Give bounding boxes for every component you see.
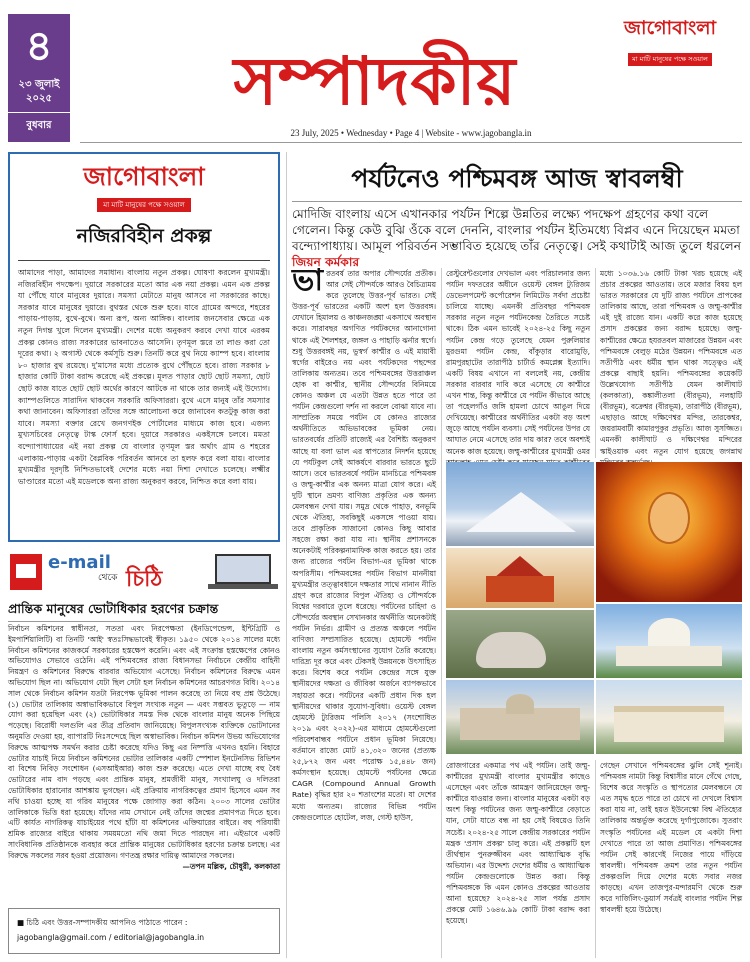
editorial-tagline: মা মাটি মানুষের পক্ষে সওয়াল bbox=[97, 198, 191, 212]
column-3-text: মধ্যে ১০৩৬.১৬ কোটি টাকা খরচ হয়েছে এই প্রচার প্রকল্পের আওতায়। তবে মজার বিষয় হল ভারত সরকারের যে দুটি রাজ্য পর্যটনে প্রাপকের তালিকায় আছে, তারা পশ্চিমবঙ্গ ও জম্মু-কাশ্মীর এই দুই রাজ্যে যান। একটি করে কাজ হয়েছে প্রসাদ প্রকল্পের জন্য বরাদ্দ হয়েছে। জম্মু-কাশ্মীরের ক্ষেত্রে হযরতবল মাজারের উন্নয়ন এবং পশ্চিমবঙ্গে বেলুড় মঠের উন্নয়ন। পশ্চিমবঙ্গে এত সতীপীঠ এবং ধর্মীয় স্থান থাকা সত্ত্বেও এই প্রকল্পে বাছাই হয়নি। পশ্চিমবঙ্গের কয়েকটি উল্লেখযোগ্য সতীপীঠ যেমন কালীঘাট (কলকাতা), কঙ্কালীতলা (বীরভূম), নলহাটি (বীরভূম), বক্রেশ্বর (বীরভূম), তারাপীঠ (বীরভূম), এছাড়াও আছে দক্ষিণেশ্বর মন্দির, তারকেশ্বর, জয়রামবাটী কামারপুকুর প্রভৃতি। আজ সুসজ্জিত। এমনকী কালীঘাট ও দক্ষিণেশ্বর মন্দিরের স্কাইওয়াক এবং নতুন যোগ হয়েছে জগন্নাথ bbox=[600, 269, 742, 456]
photo-memorial-building bbox=[596, 604, 742, 678]
masthead-title: সম্পাদকীয় bbox=[233, 43, 517, 120]
brand-tagline: মা মাটি মানুষের পক্ষে সওয়াল bbox=[628, 53, 712, 66]
header-divider bbox=[80, 142, 742, 143]
letter-text: নির্বাচন কমিশনের স্বাধীনতা, সততা এবং নিরপেক্ষতা (ইনডিপেন্ডেন্স, ইন্টিগ্রিটি ও ইমপার্শিয়ালিটি) বা তিনটি 'আই' স্বতঃসিদ্ধভাবেই স্বীকৃত। ১৯৫০ থেকে ২০১৪ সালের মধ্যে নির্বাচন কমিশনের কাজকর্মে সরকারের হস্তক্ষেপ করেনি। এবং এই সংক্রান্ত হস্তক্ষেপের কোনও অভিযোগও সেভাবে ওঠেনি। এই পশ্চিমবঙ্গের রাজ্য বিধানসভা নির্বাচনে কেন্দ্রীয় বাহিনী নিয়ন্ত্রণ ও কমিশনের বিরুদ্ধে বারবার অভিযোগ এসেছে। নির্বাচন কমিশনের বিরুদ্ধে এমন অভিযোগ ছিল না। অভিযোগ যেটা ছিল সেটা হল নির্বাচন কমিশনের আচরণগত বিধি। ২০১৪ সাল থেকে নির্বাচন কমিশন যতটা নিরপেক্ষ ভূমিকা পালন করেছে তা নিয়ে বহু প্রশ্ন উঠেছে। (১) ভোটার তালিকায় অস্বাভাবিকভাবে বিপুল সংখ্যক নতুন — এবং সম্ভবত ভুতুড়ে — নাম যোগ করা হয়েছিল এবং (২) ভোটাধিকার সমস্ত দিক থেকে বাংলার মানুষ অনেক পিছিয়ে পড়েছে। বিরোধী দলগুলি এর তীব্র প্রতিবাদ জানিয়েছে। বিপুলসংখ্যক ব্যক্তিকে ভোটদানের অনুমতি দেওয়া হয়, ব্যাপারটি নিঃসন্দেহে ছিল অস্বাভাবিক। নির্বাচন কমিশন উভয় অভিযোগের বিরুদ্ধে আত্মপক্ষ সমর্থন করার চেষ্টা করেছে যদিও কিছু এর নিষ্পত্তি এখনও হয়নি। বিহারে ভোটার যাচাই নিয়ে নির্বাচন কমিশনের ভোটার তালিকার একটি স্পেশাল ইনটেনসিভ রিভিশন বা বিশেষ নিবিড় সংশোধন (এসআইআর) কাজ শুরু করেছে। এতে দেখা যাচ্ছে বহু বৈধ ভোটারের নাম বাদ পড়ছে এবং প্রান্তিক মানুষ, শ্রমজীবী মানুষ, সংখ্যালঘু ও দলিতরা ভোটাধিকার হারানোর আশঙ্কায় ভুগছেন। এই প্রক্রিয়ায় নাগরিকত্বের প্রমাণ হিসেবে এমন সব নথি চাওয়া হচ্ছে যা গরিব মানুষের পক্ষে জোগাড় করা কঠিন। ২০০৩ সালের ভোটার তালিকাকে ভিত্তি ধরা হয়েছে। যাঁদের নাম সেখানে নেই তাঁদের জন্মের প্রমাণপত্র দিতে হবে। এটি কার্যত নাগরিকত্ব যাচাইয়ের পথে হাঁটা যা কমিশনের এক্তিয়ারের বাইরে। বহু পরিযায়ী শ্রমিক রাজ্যের বাইরে থাকায় সময়মতো নথি জমা দিতে পারছেন না। এইভাবে একটি সাংবিধানিক প্রতিষ্ঠানকে ব্যবহার করে প্রান্তিক মানুষের ভোটাধিকার হরণের চক্রান্ত চলছে। এর বিরুদ্ধে সকলের সরব হওয়া প্রয়োজন। গণতন্ত্র রক্ষার দায়িত্ব আমাদের সকলের। bbox=[8, 624, 280, 860]
letter-body bbox=[8, 624, 280, 872]
page-number: ৪ bbox=[25, 21, 53, 70]
column-5-text: গেছেন সেখানে পশ্চিমবঙ্গের ঝুলি সেই শূন্যই। পশ্চিমবঙ্গ নামটা কিন্তু বিশ্বাসীর মানে গেঁথে গেছে, বিশেষ করে সংস্কৃতি ও স্থাপত্যের মেলবন্ধনে যে এত সমৃদ্ধ হতে পারে তা চোখে না দেখলে বিশ্বাস করা যায় না, তাই হয়ত ইউনেস্কো বিশ্ব ঐতিহ্যের তালিকায় অন্তর্ভুক্ত করেছে দুর্গাপুজোকে। সুতরাং সংস্কৃতি পর্যটনের এই মডেল যে একটা দিশা দেখাতে পারে তা আজ প্রমাণিত। পশ্চিমবঙ্গের পর্যটন সেই কারণেই নিজের পায়ে দাঁড়িয়ে স্বাবলম্বী। পশ্চিমবঙ্গ ক্রমশ তার নতুন পর্যটন প্রকল্পগুলি দিয়ে দেশের মধ্যে সবার নজর কাড়ছে। এখন তাজপুর-মন্দারমণি থেকে শুরু করে দার্জিলিং-ডুয়ার্স সর্বত্রই বাংলার পর্যটন শিল্প স্বাবলম্বী হয়ে উঠেছে। bbox=[600, 761, 742, 915]
mailbox-icon bbox=[10, 554, 42, 590]
tourism-photo-collage bbox=[446, 462, 742, 754]
banner-email-word: e-mail bbox=[48, 552, 111, 573]
contact-emails[interactable]: jagobangla@gmail.com / editorial@jagobangla.in bbox=[17, 933, 205, 942]
dateline: 23 July, 2025 • Wednesday • Page 4 | Website - www.jagobangla.in bbox=[290, 128, 532, 138]
banner-from-word: থেকে bbox=[98, 573, 118, 583]
standfirst-text: মোদিজি বাংলায় এসে এখানকার পর্যটন শিল্পে উন্নতির লক্ষ্যে পদক্ষেপ গ্রহণের কথা বলে গেলেন। কিন্তু কেউ বুঝি ওঁকে বলে দেননি, বাংলার পর্যটন ইতিমধ্যে বিপ্লব এনে দিয়েছেন মমতা বন্দ্যোপাধ্যায়। আমূল পরিবর্তন সম্ভাবিত হয়েছে তাঁর নেতৃত্বে। সেই কথাটাই আজ তুলে ধরলেন bbox=[292, 207, 742, 253]
photo-pagoda-temple bbox=[446, 548, 594, 608]
column-4-text: রোজগারের একমাত্র পথ এই পর্যটন। তাই জম্মু-কাশ্মীরের মুখ্যমন্ত্রী বাংলার মুখ্যমন্ত্রীর কাছেও এসেছেন এবং তাঁকে আমন্ত্রণ জানিয়েছেন জম্মু-কাশ্মীরে যাওয়ার জন্য। বাংলার মানুষের একটা বড় অংশ কিন্তু পর্যটনের জন্য জম্মু-কাশ্মীরে বেড়াতে যান, সেটা যাতে বন্ধ না হয় সেই বিষয়েও তিনি সচেষ্ট। ২০২৪-২৫ সালে কেন্দ্রীয় সরকারের পর্যটন মন্ত্রক 'প্রসাদ প্রকল্প' চালু করে। এই প্রকল্পটি হল তীর্থস্থান পুনরুজ্জীবন এবং আধ্যাত্মিক বৃদ্ধি অভিযান। এর উদ্দেশ্য দেশের ধর্মীয় ও আধ্যাত্মিক পর্যটন কেন্দ্রগুলোকে উন্নত করা। কিন্তু পশ্চিমবঙ্গকে কি এমন কোনও প্রকল্পের আওতায় আনা হয়েছে? ২০২৪-২৫ সাল পর্যন্ত প্রসাদ প্রকল্পে মোট ১৬৪৬.৯৯ কোটি টাকা বরাদ্দ করা হয়েছে। bbox=[446, 761, 590, 926]
laptop-icon bbox=[208, 554, 278, 592]
photo-snow-mountain bbox=[446, 462, 594, 546]
contact-note: ■ চিঠি এবং উত্তর-সম্পাদকীয় আপনিও পাঠাতে পারেন : bbox=[17, 918, 188, 927]
column-divider bbox=[595, 268, 596, 458]
editorial-body: আমাদের পাড়া, আমাদের সমাধান। বাংলায় নতুন প্রকল্প। ঘোষণা করলেন মুখ্যমন্ত্রী। নজিরবিহীন পদক্ষেপ। দুয়ারে সরকারের মতো আর এক নয়া প্রকল্প। এমন এক প্রকল্প যা পৌঁছে যাবে মানুষের দুয়ারে। সমস্যা মেটাতে মানুষ আসবে না সরকারের কাছে। সরকার যাবে মানুষের দুয়ারে। বুথস্তর থেকে শুরু হবে। যাবে গ্রামের অন্দরে, শহরের পাড়ায়-পাড়ায়, বুথে-বুথে। অন্য রূপ, অন্য আঙ্গিক। বাংলায় জনসেবার ক্ষেত্রে এক নতুন দিগন্ত খুলে দিলেন মুখ্যমন্ত্রী। দেশের মধ্যে অনুকরণ করবে দেখা যাবে এরকম প্রকল্প কোনও রাজ্য সরকারের ভাবনাতেও আসেনি। তৃণমূল স্তরে তা লাগু করা তো দূরের কথা। ২ অগাস্ট থেকে কর্মসূচি শুরু। তিনটি করে বুথ নিয়ে ক্যাম্প হবে। বাংলায় ৮০ হাজার বুথ রয়েছে। দু'মাসের মধ্যে প্রত্যেক বুথে পৌঁছতে হবে। রাজ্য সরকার ৮ হাজার কোটি টাকা বরাদ্দ করেছে এই প্রকল্পে। মূলত পাড়ার ছোট ছোট সমস্যা, ছোট ছোট কাজ যাতে ছোট ছোট অর্থের কারণে আটকে না থাকে তার জন্যই এই উদ্যোগ। ক্যাম্পগুলিতে সারাদিন থাকবেন সরকারি অফিসাররা। বুথে এসে মানুষ তাঁর সমস্যার কথা জানাবেন। অফিসাররা তাঁদের সঙ্গে আলোচনা করে জানাবেন কতটুকু কাজ করা যাবে। সমস্যা বক্তার রেখে জনগণইক পোর্টালের মাধ্যমে কাজ হবে। এজন্য মুখ্যসচিবের নেতৃত্বে টাস্ক ফোর্স হবে। দুয়ারে সরকারও একইসঙ্গে চলবে। মমতা বন্দ্যোপাধ্যায়ের এই নয়া প্রকল্প যে বাংলার তৃণমূল স্তর অর্থাৎ গ্রাম ও শহরের এলাকায়-পাড়ায় একটা বৈপ্লবিক পরিবর্তন আনবে তা হলফ করে বলা যায়। বাংলার মুখ্যমন্ত্রীর দূরদৃষ্টি নিশ্চিতভাবেই দেশের মধ্যে নয়া দিশা দেখাতে চলেছে। লক্ষ্মীর ভাণ্ডারের মতো এই মডেলকে অন্য রাজ্য অনুকরণ করবে, নিশ্চিত করে বলা যায়। bbox=[18, 268, 270, 486]
masthead bbox=[150, 34, 600, 129]
column-2-text: রেস্টুরেন্টগুলোর দেখভাল এবং পরিচালনার জন্য পর্যটন দফতরের অধীনে ওয়েস্ট বেঙ্গল ট্যুরিজম ডেভেলপমেন্ট কর্পোরেশন লিমিটেড সর্বদা প্রচেষ্টা চালিয়ে যাচ্ছে। এমনকী প্রতিবছর পশ্চিমবঙ্গ সরকার নতুন নতুন পর্যটনকেন্দ্র তৈরিতে সচেষ্ট থাকে। ঠিক এমন ভাবেই ২০২৪-২৫ কিছু নতুন পর্যটন কেন্দ্র গড়ে তুলেছে যেমন পুরুলিয়ার মুরগুমা পর্যটন কেন্দ্র, বাঁকুড়ার বারোমুড়ি, রামপুরহাটের তারাপীঠ চার্টার্ড কমপ্লেক্স ইত্যাদি। একটি বিষয় এখানে না বললেই নয়, কেন্দ্রীয় সরকার বারবার দাবি করে এসেছে যে কাশ্মীরে এখন শান্ত, কিন্তু কাশ্মীরে যে পর্যটন কীভাবে আছে তা পহেলগাঁও জঙ্গি হামলা চোখে আঙুল দিয়ে দেখিয়েছে। কাশ্মীরের অর্থনীতির একটা বড় অংশ জুড়ে আছে পর্যটন ব্যবসা। সেই পর্যটনের উপর যে আঘাত নেমে এসেছে তার দায় কার? তবে অবশ্যই অনেক কাজ হয়েছে। জম্মু-কাশ্মীরের মুখ্যমন্ত্রী ওমর bbox=[446, 269, 590, 456]
article-column-4 bbox=[446, 760, 590, 958]
contact-box bbox=[8, 908, 280, 954]
column-divider bbox=[441, 268, 442, 958]
article-column-5 bbox=[600, 760, 742, 958]
banner-letter-word: চিঠি bbox=[126, 567, 163, 592]
article-column-1 bbox=[292, 263, 436, 958]
article-headline: পর্যটনেও পশ্চিমবঙ্গ আজ স্বাবলম্বী bbox=[292, 156, 742, 202]
photo-durga-idol bbox=[596, 462, 742, 602]
brand-logo-header bbox=[600, 14, 740, 66]
letter-headline: প্রান্তিক মানুষের ভোটাধিকার হরণের চক্রান্ত bbox=[8, 600, 280, 622]
page-number-box bbox=[8, 14, 70, 142]
article-column-3 bbox=[600, 268, 742, 458]
column-divider bbox=[595, 760, 596, 958]
article-byline: জিয়ন কর্মকার bbox=[292, 255, 360, 269]
email-letters-banner bbox=[8, 550, 280, 594]
issue-date: ২৩ জুলাই ২০২৫ bbox=[18, 79, 60, 104]
photo-elephants bbox=[446, 610, 594, 678]
issue-day: বুধবার bbox=[8, 112, 70, 135]
editorial-logo: জাগোবাংলা bbox=[83, 162, 205, 191]
section-divider bbox=[286, 152, 287, 958]
editorial-box bbox=[8, 152, 280, 542]
photo-heritage-building bbox=[596, 680, 742, 754]
column-1-text: রতবর্ষ তার অপার সৌন্দর্যের প্রতীক। আর সেই সৌন্দর্যকে আরও বৈচিত্র্যময় করে তুলেছে উত্তর-পূর্ব ভারত। সেই উত্তর-পূর্ব ভারতের একটি অংশ হল উত্তরবঙ্গ। যেখানে হিমালয় ও কাঞ্চনজঙ্ঘা একসাথে অবস্থান করে। সারাবছর অগণিত পর্যটকদের আনাগোনা থাকে এই শৈলশহর, জঙ্গল ও পাহাড়ি ঝর্নার স্বর্গে। শুধু উত্তরবঙ্গই নয়, ভুস্বর্গ কাশ্মীর ও এই মায়াবী স্বর্গের বাইরেও নয় এবং পর্যটকদের পছন্দের তালিকায় অন্যতম। তবে পশ্চিমবঙ্গের উত্তরাঞ্চল হোক বা কাশ্মীর, স্থানীয় সৌন্দর্যের বিনিময়ে কোনও অঞ্চল যে এতটা উন্নত হতে পারে তা পর্যটন কেন্দ্রগুলো দর্শন না করলে বোঝা যাবে না। সাম্প্রতিক সময়ে পর্যটন যে কোনও রাজ্যের অর্থনীতিতে অভিভাবকের ভূমিকা নেয়। ভারতবর্ষের প্রতিটি রাজ্যেই এর বৈশিষ্ট্য অনুকরণ আছে যা বলা ভাল এর স্বাপত্যের নিদর্শন হয়েছে যে পর্যটকুল সেই আকর্ষণে বারবার ভারতে ছুটে আসে। তবে ভারতবর্ষে পর্যটন মানচিত্রে পশ্চিমবঙ্গ ও জম্মু-কাশ্মীর এক অনন্য মাত্রা যোগ করে। এই দুটি স্থানে ভ্রমণ্য বাণিজ্য প্রকৃতির এক অনন্য মেলবন্ধন দেখা যায়। সমুদ্র থেকে পাহাড়, বনভূমি থেকে ঐতিহ্য, সবকিছুই একসঙ্গে পাওয়া যায়। তবে প্রাকৃতিক সাজানো কোনও কিছু আবার সহজে রক্ষা করা যায় না। স্থানীয় প্রশাসনকে অনেকটাই পরিকল্পনামাফিক কাজ করতে হয়। তার জন্য রাজ্যের পর্যটন বিভাগ-এর ভূমিকা থাকে অপরিসীম। পশ্চিমবঙ্গের পর্যটন বিভাগ মাননীয়া মুখ্যমন্ত্রীর তত্ত্বাবধানে দক্ষতার সাথে নানান নীতি গ্রহণ করে রাজ্যের বিপুল ঐতিহ্য ও সৌন্দর্যকে বিশ্বের দরবারে তুলে ধরেছে। পর্যটনের চাহিদা ও সৌন্দর্যের অবস্থান সেখানকার অর্থনীতি অনেকটাই পর্যটন নির্ভর। গ্রামীণ ও প্রত্যন্ত অঞ্চলে পর্যটন বাণিজ্য সম্প্রসারিত হয়েছে। হোমস্টে পর্যটন বাংলায় নতুন কর্মসংস্থানের সুযোগ তৈরি করেছে। দারিদ্র্য দূর করে এবং টেকসই উন্নয়নকে উৎসাহিত করে। বিশেষ করে পর্যটন কেন্দ্রের সঙ্গে যুক্ত স্থানীয়দের দক্ষতা ও জীবিকা অর্জনে ব্যাপকভাবে সহায়তা করে। পর্যটনের একটি প্রধান দিক হল স্থানীয়দের থাকার সুযোগ-সুবিধা। ওয়েস্ট বেঙ্গল হোমস্টে ট্যুরিজম পলিসি ২০১৭ (সংশোধিত ২০১৯ এবং ২০২২)-এর মাধ্যমে হোমস্টেগুলো পরিবেশবান্ধব পর্যটনে প্রধান ভূমিকা নিয়েছে। বর্তমানে রাজ্যে মোট ৪১,৩২০ জনের (প্রত্যক্ষ ২৫,৮৭২ জন এবং পরোক্ষ ১৫,৪৪৮ জন) কর্মসংস্থান হয়েছে। হোমস্টে পর্যটনের ক্ষেত্রে CAGR (Compound Annual Growth Rate) বৃদ্ধির হার ২০ শতাংশের মতো। যা দেশের মধ্যে অন্যতম। রাজ্যের বিভিন্ন পর্যটন কেন্দ্রগুলোতে হোটেল, লজ, গেস্ট হাউস, bbox=[292, 269, 436, 822]
letter-signature: —তপন মল্লিক, চৌধুরী, কলকাতা bbox=[182, 861, 280, 871]
article-dropcap: ভা bbox=[292, 263, 324, 298]
article-column-2 bbox=[446, 268, 590, 458]
brand-logo-text: জাগোবাংলা bbox=[623, 17, 717, 39]
photo-palace bbox=[446, 680, 594, 754]
editorial-headline: নজিরবিহীন প্রকল্প bbox=[18, 222, 270, 261]
article-standfirst bbox=[292, 206, 742, 270]
